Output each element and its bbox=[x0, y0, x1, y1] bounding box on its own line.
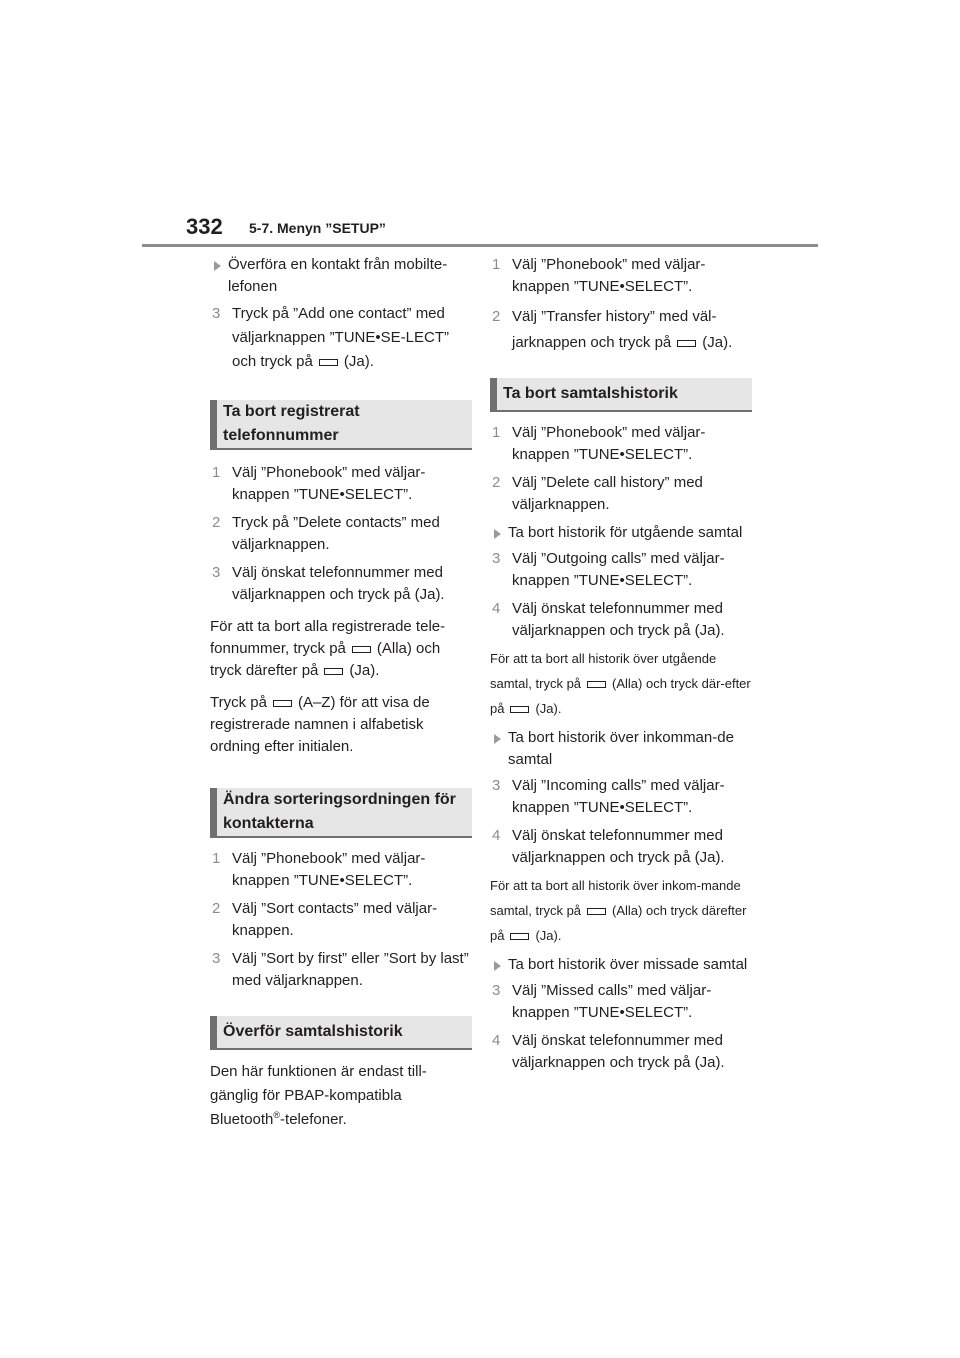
button-icon bbox=[677, 340, 696, 347]
incoming-step-4: 4 Välj önskat telefonnummer med väljarknappen och tryck på (Ja). bbox=[492, 827, 725, 866]
button-icon bbox=[510, 706, 529, 713]
left-column bbox=[210, 254, 472, 1132]
triangle-bullet-icon bbox=[494, 734, 501, 744]
incoming-step-3: 3 Välj ”Incoming calls” med väljar-knappen ”TUNE•SELECT”. bbox=[492, 777, 725, 816]
section-heading-transfer-history: Överför samtalshistorik bbox=[210, 1016, 472, 1050]
triangle-bullet-icon bbox=[494, 961, 501, 971]
section-heading-sort-order: Ändra sorteringsordningen för kontakterna bbox=[210, 788, 472, 838]
transfer-contact-title: Överföra en kontakt från mobilte-lefonen bbox=[210, 254, 472, 298]
button-icon bbox=[273, 700, 292, 707]
outgoing-note: För att ta bort all historik över utgående samtal, tryck på (Alla) och tryck där-efter på (Ja). bbox=[490, 651, 751, 716]
section-heading-delete-history: Ta bort samtalshistorik bbox=[490, 378, 752, 412]
section-heading-delete-registered: Ta bort registrerat telefonnummer bbox=[210, 400, 472, 450]
transfer-contact-step-3: 3 Tryck på ”Add one contact” med väljarknappen ”TUNE•SE-LECT” och tryck på (Ja). bbox=[212, 305, 449, 370]
sort-step-2: 2 Välj ”Sort contacts” med väljar-knappen. bbox=[212, 900, 438, 939]
button-icon bbox=[587, 908, 606, 915]
triangle-bullet-icon bbox=[214, 261, 221, 271]
sort-step-1: 1 Välj ”Phonebook” med väljar-knappen ”TUNE•SELECT”. bbox=[212, 850, 426, 889]
header-rule bbox=[142, 244, 818, 247]
triangle-bullet-icon bbox=[494, 529, 501, 539]
missed-step-3: 3 Välj ”Missed calls” med väljar-knappen ”TUNE•SELECT”. bbox=[492, 982, 712, 1021]
button-icon bbox=[319, 359, 338, 366]
missed-title: Ta bort historik över missade samtal bbox=[490, 954, 752, 976]
incoming-note: För att ta bort all historik över inkom-mande samtal, tryck på (Alla) och tryck därefter på (Ja). bbox=[490, 878, 747, 943]
outgoing-step-4: 4 Välj önskat telefonnummer med väljarknappen och tryck på (Ja). bbox=[492, 600, 725, 639]
page-number: 332 bbox=[186, 214, 223, 239]
delete-history-step-2: 2 Välj ”Delete call history” med väljarknappen. bbox=[492, 474, 703, 513]
missed-step-4: 4 Välj önskat telefonnummer med väljarknappen och tryck på (Ja). bbox=[492, 1032, 725, 1071]
delete-registered-step-3: 3 Välj önskat telefonnummer med väljarknappen och tryck på (Ja). bbox=[212, 564, 445, 603]
delete-all-paragraph: För att ta bort alla registrerade tele-fonnummer, tryck på (Alla) och tryck därefter på (Ja). bbox=[210, 618, 446, 679]
right-column bbox=[490, 254, 752, 1074]
delete-registered-step-1: 1 Välj ”Phonebook” med väljar-knappen ”TUNE•SELECT”. bbox=[212, 464, 426, 503]
button-icon bbox=[587, 681, 606, 688]
chapter-title: 5-7. Menyn ”SETUP” bbox=[249, 220, 386, 236]
delete-registered-step-2: 2 Tryck på ”Delete contacts” med väljarknappen. bbox=[212, 514, 440, 553]
transfer-history-step-1: 1 Välj ”Phonebook” med väljar-knappen ”TUNE•SELECT”. bbox=[492, 256, 706, 295]
outgoing-title: Ta bort historik för utgående samtal bbox=[490, 522, 752, 544]
transfer-history-step-2: 2 Välj ”Transfer history” med väl-jarknappen och tryck på (Ja). bbox=[492, 308, 733, 351]
button-icon bbox=[352, 646, 371, 653]
pbap-paragraph: Den här funktionen är endast till-gänglig för PBAP-kompatibla Bluetooth®-telefoner. bbox=[210, 1063, 427, 1128]
button-icon bbox=[510, 933, 529, 940]
sort-step-3: 3 Välj ”Sort by first” eller ”Sort by last” med väljarknappen. bbox=[212, 950, 469, 989]
delete-history-step-1: 1 Välj ”Phonebook” med väljar-knappen ”TUNE•SELECT”. bbox=[492, 424, 706, 463]
alphabetical-paragraph: Tryck på (A–Z) för att visa de registrerade namnen i alfabetisk ordning efter initialen. bbox=[210, 694, 430, 755]
button-icon bbox=[324, 668, 343, 675]
outgoing-step-3: 3 Välj ”Outgoing calls” med väljar-knappen ”TUNE•SELECT”. bbox=[492, 550, 725, 589]
incoming-title: Ta bort historik över inkomman-de samtal bbox=[490, 727, 752, 771]
